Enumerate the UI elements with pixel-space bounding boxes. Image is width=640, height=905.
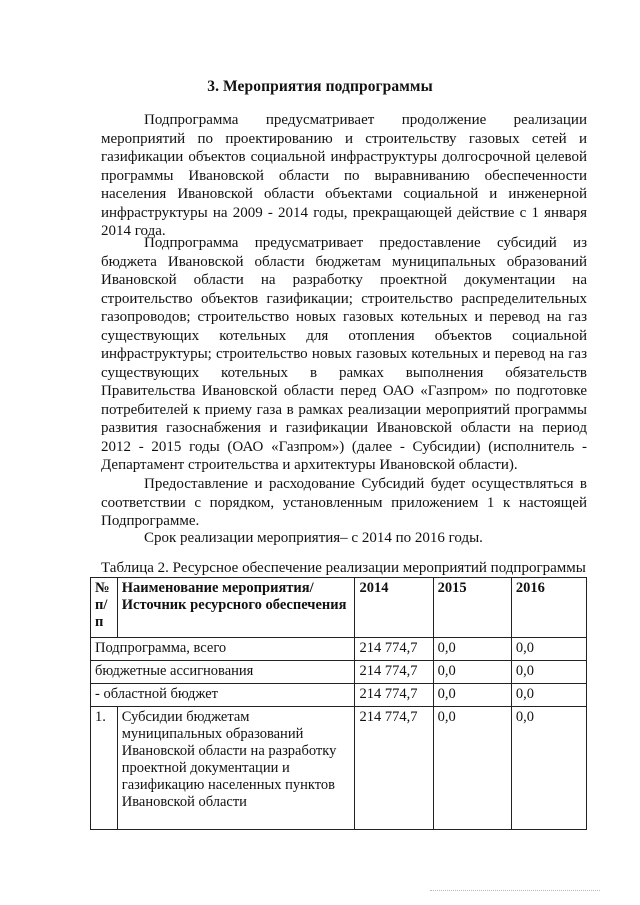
table-row (91, 638, 587, 661)
row-num: 1. (91, 707, 118, 830)
header-2016: 2016 (511, 578, 586, 638)
table-row (91, 661, 587, 684)
paragraph-continuation: Подпрограмма предусматривает продолжение реализации мероприятий по проектированию и строительству газовых сетей и газификации объектов социальной инфраструктуры долгосрочной целевой программы Ивановской области по выравниванию обеспеченности населения Ивановской области объектами социальной и инженерной инфраструктуры на 2009 - 2014 годы, прекращающей действие с 1 января 2014 года. (101, 112, 587, 239)
section-title: 3. Мероприятия подпрограммы (207, 78, 433, 95)
row-label: - областной бюджет (91, 684, 355, 707)
cell-2016: 0,0 (511, 684, 586, 707)
cell-2014: 214 774,7 (355, 707, 433, 830)
header-num: № п/п (91, 578, 118, 638)
paragraph-subsidies: Подпрограмма предусматривает предоставление субсидий из бюджета Ивановской области бюджетам муниципальных образований Ивановской области на разработку проектной документации на строительство объектов газификации; строительство распределительных газопроводов; строительство новых газовых котельных и перевод на газ существующих котельных для отопления объектов социальной инфраструктуры; строительство новых газовых котельных и перевод на газ существующих котельных в рамках выполнения обязательств Правительства Ивановской области перед ОАО «Газпром» по подготовке потребителей к приему газа в рамках реализации мероприятий программы развития газоснабжения и газификации Ивановской области на период 2012 - 2015 годы (ОАО «Газпром») (далее - Субсидии) (исполнитель - Департамент строительства и архитектуры Ивановской области). (101, 235, 587, 473)
paragraph-period: Срок реализации мероприятия– с 2014 по 2016 годы. (144, 530, 483, 546)
table-row (91, 707, 587, 830)
cell-2015: 0,0 (433, 638, 511, 661)
header-2015: 2015 (433, 578, 511, 638)
cell-2014: 214 774,7 (355, 661, 433, 684)
cell-2015: 0,0 (433, 707, 511, 830)
table-header-row (91, 578, 587, 638)
cell-2015: 0,0 (433, 684, 511, 707)
header-name: Наименование мероприятия/ Источник ресурсного обеспечения (117, 578, 355, 638)
table-row (91, 684, 587, 707)
paragraph-procedure: Предоставление и расходование Субсидий будет осуществляться в соответствии с порядком, установленным приложением 1 к настоящей Подпрограмме. (101, 476, 587, 529)
row-label: бюджетные ассигнования (91, 661, 355, 684)
scan-artifact-line (430, 890, 600, 891)
cell-2016: 0,0 (511, 661, 586, 684)
cell-2014: 214 774,7 (355, 684, 433, 707)
row-label: Подпрограмма, всего (91, 638, 355, 661)
cell-2016: 0,0 (511, 707, 586, 830)
header-2014: 2014 (355, 578, 433, 638)
cell-2016: 0,0 (511, 638, 586, 661)
cell-2014: 214 774,7 (355, 638, 433, 661)
table-caption: Таблица 2. Ресурсное обеспечение реализации мероприятий подпрограммы (101, 560, 586, 576)
resource-table (90, 577, 587, 830)
row-label: Субсидии бюджетам муниципальных образований Ивановской области на разработку проектной документации и газификацию населенных пунктов Ивановской области (117, 707, 355, 830)
cell-2015: 0,0 (433, 661, 511, 684)
